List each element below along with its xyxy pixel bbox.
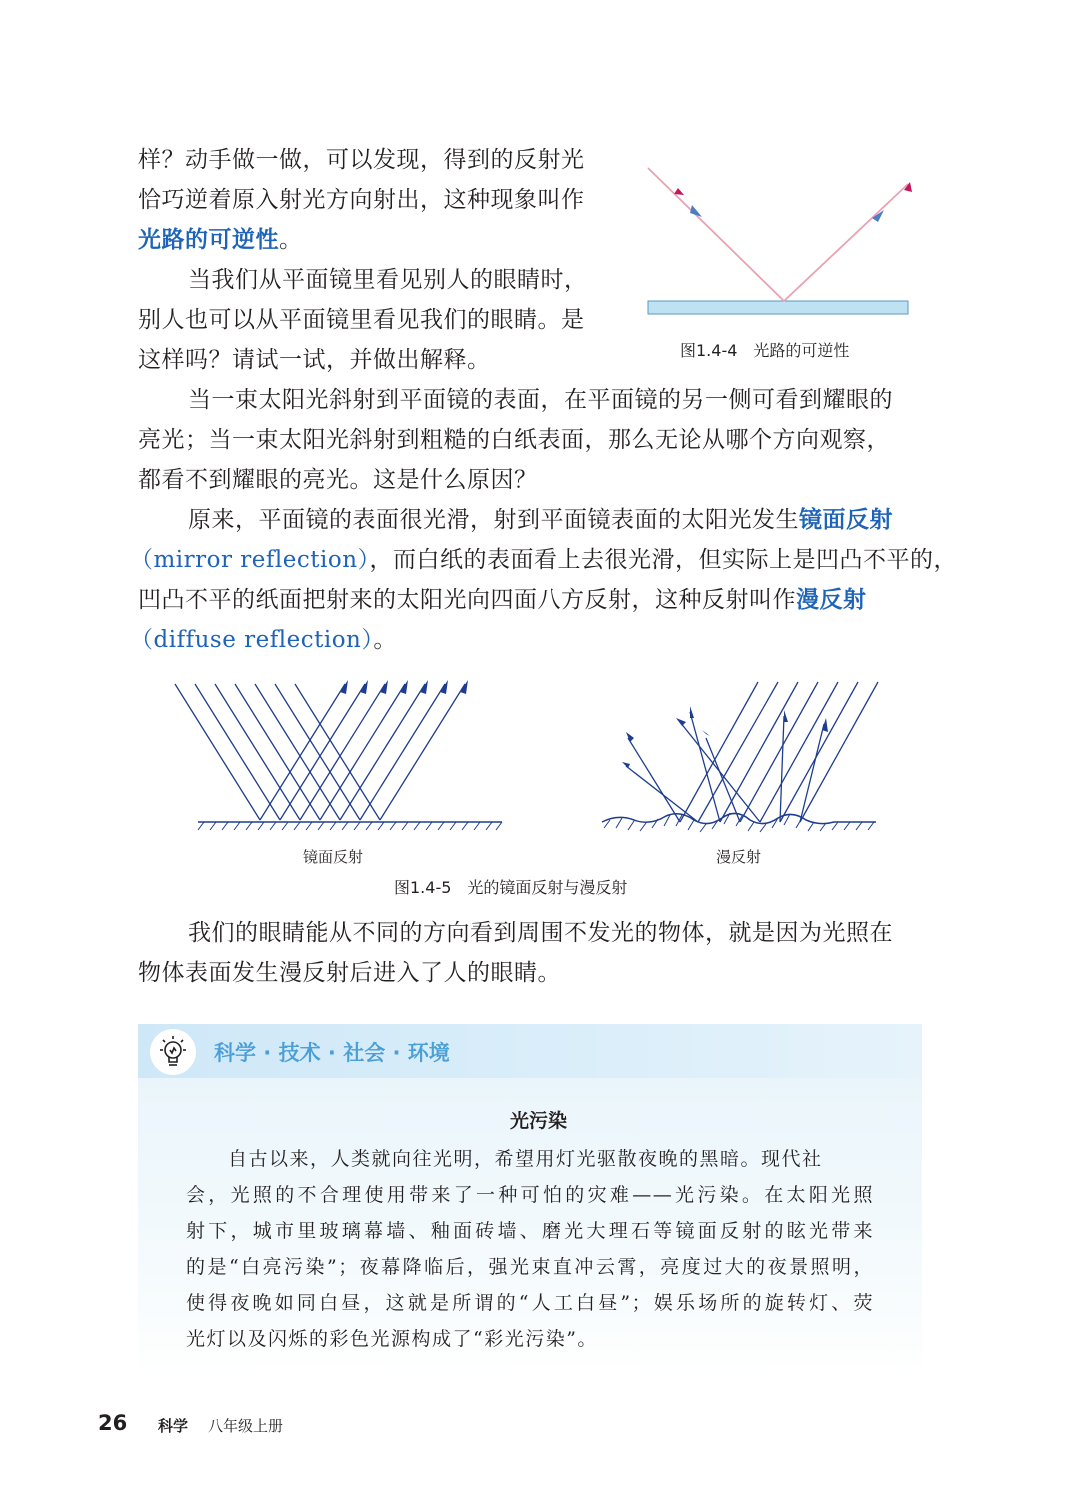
- term-reversibility: 光路的可逆性: [138, 227, 279, 253]
- reason-line-2: [130, 540, 957, 580]
- figure-reversibility: [640, 160, 930, 330]
- figure-145-caption: 图1.4-5 光的镜面反射与漫反射: [394, 878, 628, 897]
- mirror-rays: [175, 684, 465, 820]
- reason-line-4: [130, 620, 397, 660]
- intro-line-5: 别人也可以从平面镜里看见我们的眼睛。是: [138, 307, 585, 333]
- arrow-incident-icon: [674, 188, 684, 195]
- intro-line-6: 这样吗？请试一试，并做出解释。: [138, 347, 491, 373]
- term-mirror-reflection: 镜面反射: [799, 507, 893, 533]
- plane-mirror: [648, 301, 908, 314]
- sun-line-1: 当一束太阳光斜射到平面镜的表面，在平面镜的另一侧可看到耀眼的: [188, 387, 893, 413]
- eyes-line-2: 物体表面发生漫反射后进入了人的眼睛。: [138, 960, 561, 986]
- article-line-3: 射下，城市里玻璃幕墙、釉面砖墙、磨光大理石等镜面反射的眩光带来: [186, 1220, 874, 1242]
- article-line-5: 使得夜晚如同白昼，这就是所谓的“人工白昼”；娱乐场所的旋转灯、荧: [186, 1292, 874, 1314]
- sidebar-title: 科学 · 技术 · 社会 · 环境: [214, 1041, 450, 1065]
- eng-mirror-reflection: （mirror reflection）: [130, 547, 370, 573]
- article-line-6: 光灯以及闪烁的彩色光源构成了“彩光污染”。: [186, 1328, 598, 1350]
- label-diffuse-reflection: 漫反射: [716, 848, 762, 866]
- diffuse-rays: [626, 682, 878, 822]
- page-number: 26: [98, 1411, 128, 1435]
- reason-line-3: [138, 580, 867, 620]
- punct: 。: [373, 627, 397, 653]
- incident-ray: [648, 168, 784, 301]
- eyes-line-1: 我们的眼睛能从不同的方向看到周围不发光的物体，就是因为光照在: [188, 920, 893, 946]
- mirror-arrowheads: [340, 680, 468, 694]
- diffuse-arrowheads: [622, 706, 828, 768]
- sun-line-2: 亮光；当一束太阳光斜射到粗糙的白纸表面，那么无论从哪个方向观察，: [138, 427, 890, 453]
- article-line-1: 自古以来，人类就向往光明，希望用灯光驱散夜晚的黑暗。现代社: [228, 1148, 823, 1170]
- punct: 。: [279, 227, 303, 253]
- reflected-ray: [784, 184, 908, 301]
- book-title: 科学: [158, 1417, 189, 1435]
- eng-diffuse-reflection: （diffuse reflection）: [130, 627, 374, 653]
- reason-text-2: ，而白纸的表面看上去很光滑，但实际上是凹凸不平的，: [369, 547, 958, 573]
- label-mirror-reflection: 镜面反射: [303, 848, 364, 866]
- figure-144-caption: 图1.4-4 光路的可逆性: [680, 341, 850, 360]
- reason-line-1: [188, 500, 893, 540]
- sun-line-3: 都看不到耀眼的亮光。这是什么原因？: [138, 467, 538, 493]
- article-line-4: 的是“白亮污染”；夜幕降临后，强光束直冲云霄，亮度过大的夜景照明，: [186, 1256, 874, 1278]
- term-diffuse-reflection: 漫反射: [796, 587, 867, 613]
- article-line-2: 会，光照的不合理使用带来了一种可怕的灾难——光污染。在太阳光照: [186, 1184, 874, 1206]
- article-title: 光污染: [509, 1110, 567, 1132]
- lightbulb-icon: [150, 1029, 196, 1075]
- book-grade: 八年级上册: [208, 1417, 284, 1435]
- reason-text: 原来，平面镜的表面很光滑，射到平面镜表面的太阳光发生: [188, 507, 799, 533]
- intro-line-1: 样？动手做一做，可以发现，得到的反射光: [138, 147, 585, 173]
- reason-text-3: 凹凸不平的纸面把射来的太阳光向四面八方反射，这种反射叫作: [138, 587, 796, 613]
- intro-line-3: [138, 220, 303, 260]
- intro-line-4: 当我们从平面镜里看见别人的眼睛时，: [188, 267, 588, 293]
- figure-mirror-reflection: [170, 676, 510, 836]
- figure-diffuse-reflection: [598, 676, 898, 836]
- intro-line-2: 恰巧逆着原入射光方向射出，这种现象叫作: [138, 187, 585, 213]
- surface-hatch: [198, 822, 502, 830]
